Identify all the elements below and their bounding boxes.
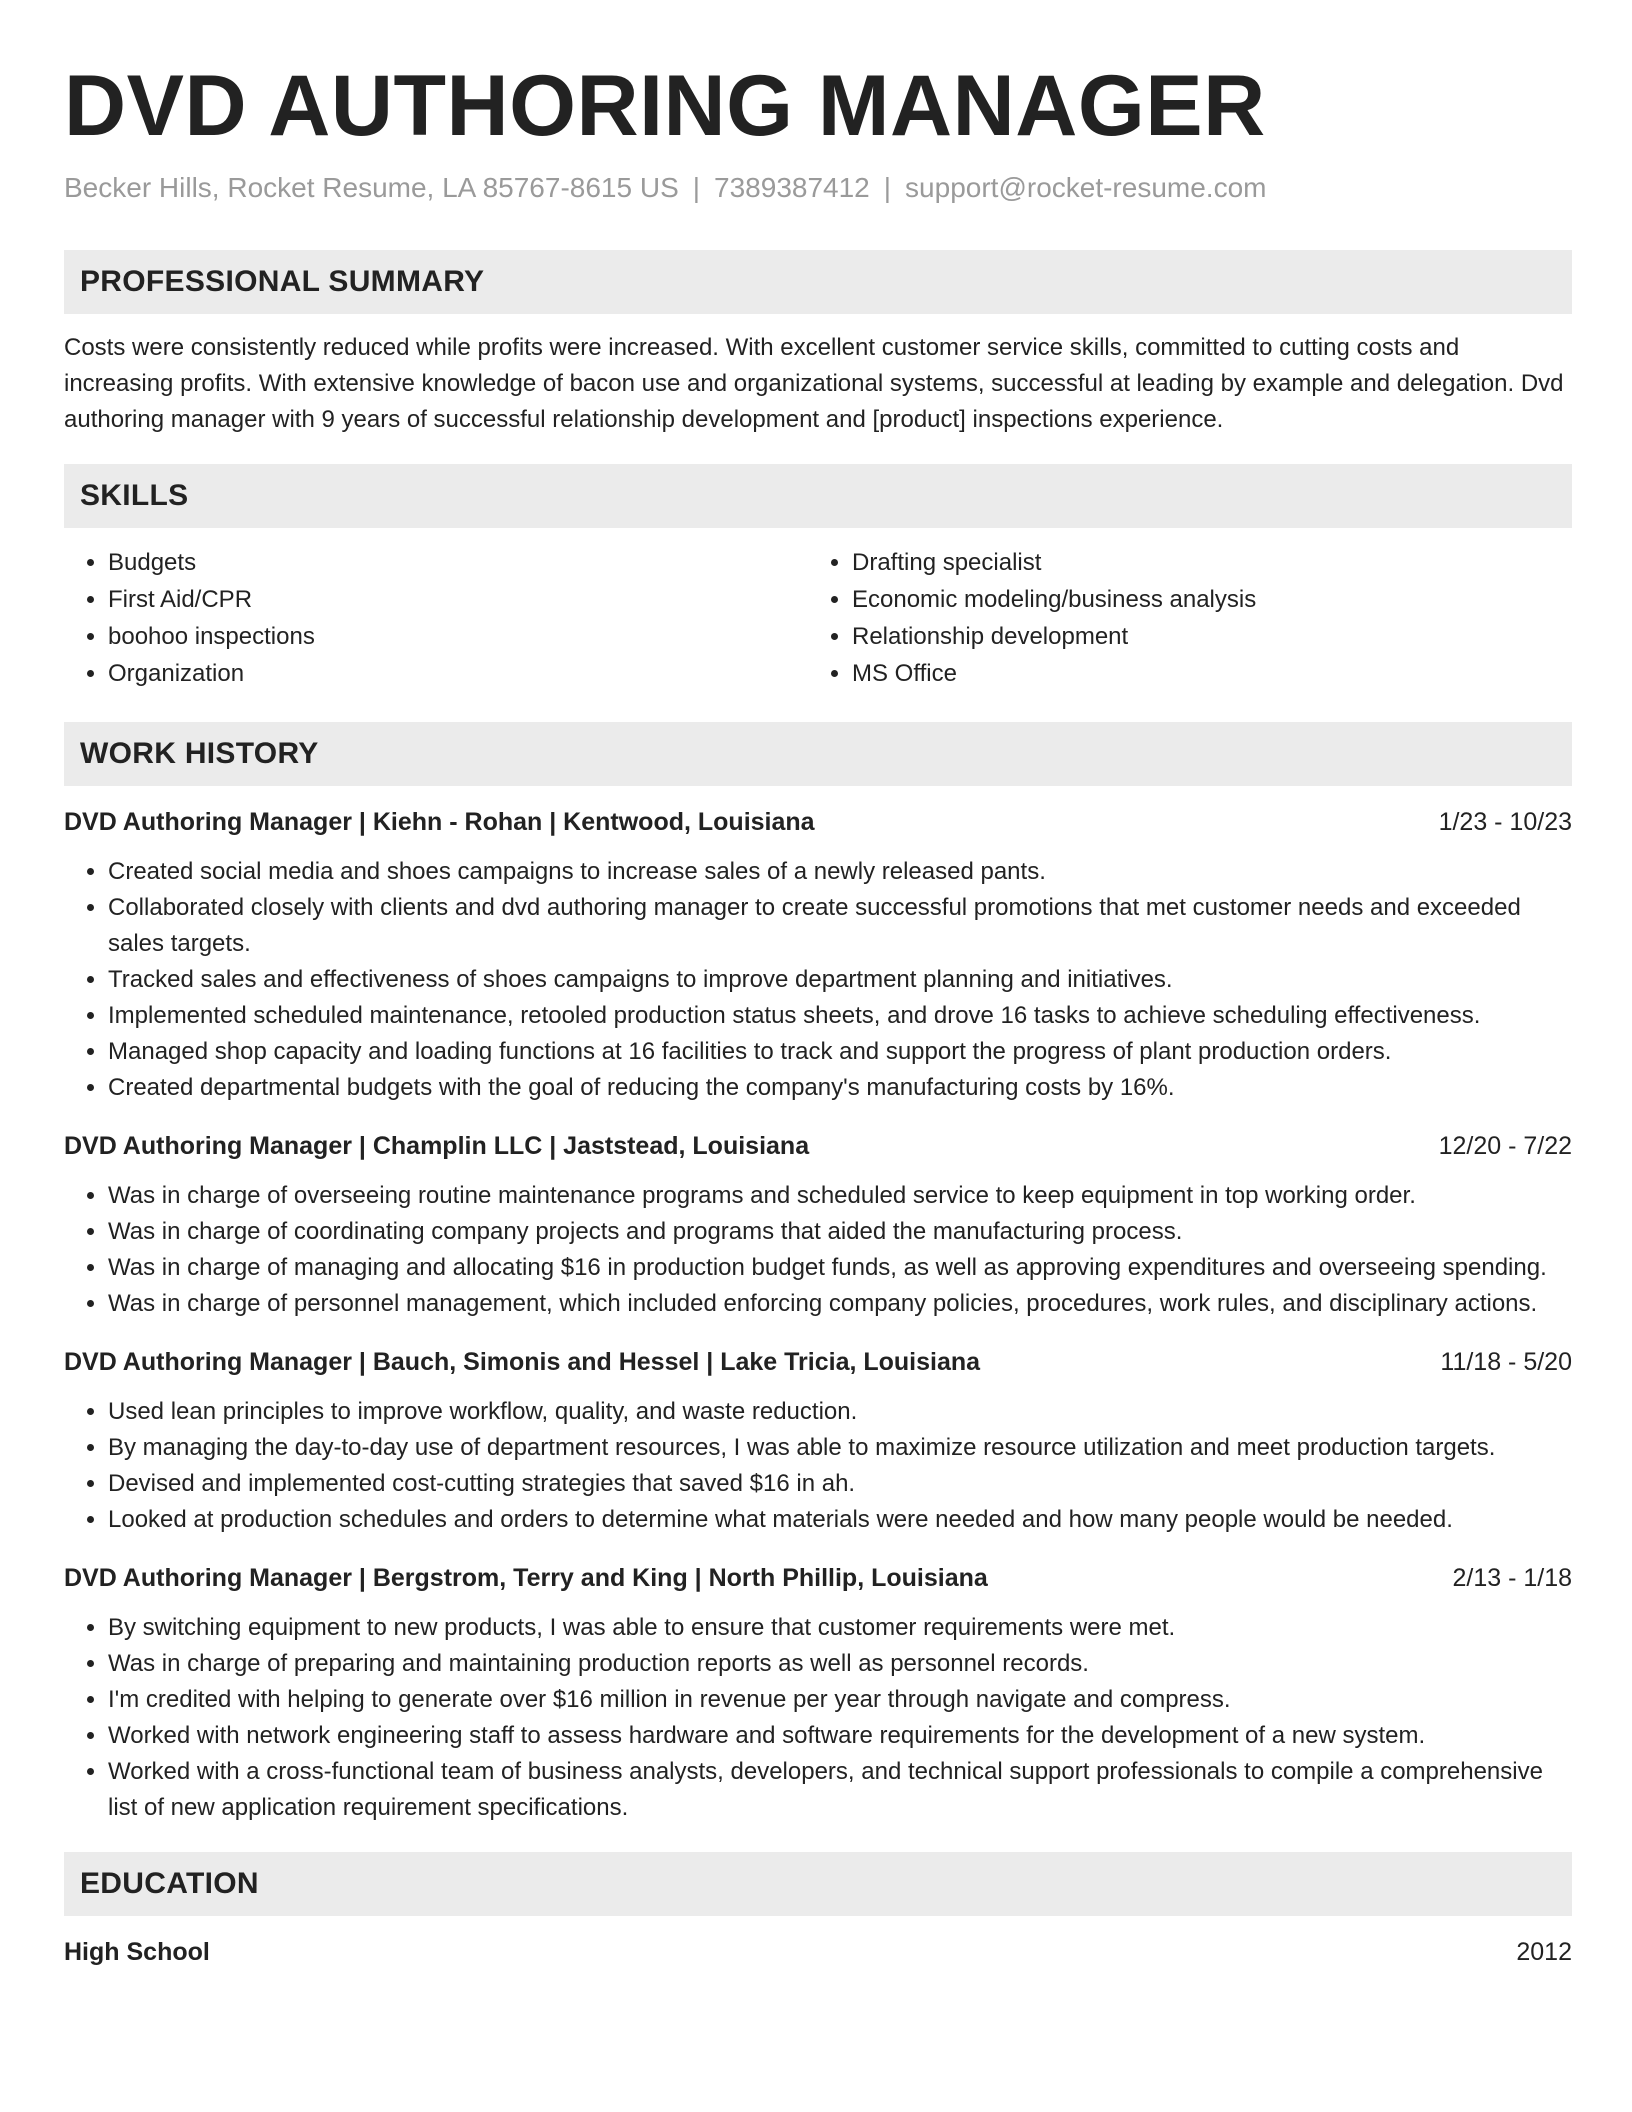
contact-separator: |: [883, 172, 892, 203]
contact-line: [64, 170, 1572, 206]
job-bullets: [64, 1394, 1572, 1538]
job-title: DVD Authoring Manager | Bergstrom, Terry and King | North Phillip, Louisiana: [64, 1564, 988, 1592]
section-header-education: EDUCATION: [64, 1852, 1572, 1916]
job-entry: [64, 1344, 1572, 1538]
candidate-name: DVD AUTHORING MANAGER: [64, 58, 1266, 154]
job-bullet: • Worked with a cross-functional team of business analysts, developers, and technical support professionals to compile a comprehensive list of new application requirement specifications.: [108, 1754, 1572, 1826]
section-header-skills: SKILLS: [64, 464, 1572, 528]
job-bullets: [64, 1178, 1572, 1322]
job-bullet: • Created social media and shoes campaigns to increase sales of a newly released pants.: [108, 854, 1572, 890]
job-bullet: • Was in charge of overseeing routine maintenance programs and scheduled service to keep equipment in top working order.: [108, 1178, 1572, 1214]
contact-phone: 7389387412: [714, 172, 870, 203]
job-entry: [64, 804, 1572, 1106]
job-title: DVD Authoring Manager | Bauch, Simonis and Hessel | Lake Tricia, Louisiana: [64, 1348, 981, 1376]
skills-column-2: [808, 544, 1572, 692]
job-dates: 12/20 - 7/22: [1438, 1132, 1572, 1160]
job-title: DVD Authoring Manager | Kiehn - Rohan | Kentwood, Louisiana: [64, 808, 815, 836]
skill-item: • Organization: [108, 655, 808, 692]
skill-item: • Budgets: [108, 544, 808, 581]
job-dates: 11/18 - 5/20: [1440, 1348, 1572, 1376]
job-bullet: • Tracked sales and effectiveness of shoes campaigns to improve department planning and initiatives.: [108, 962, 1572, 998]
job-bullet: • Was in charge of coordinating company projects and programs that aided the manufacturing process.: [108, 1214, 1572, 1250]
job-header: [64, 1560, 1572, 1596]
section-header-summary: PROFESSIONAL SUMMARY: [64, 250, 1572, 314]
job-bullet: • Looked at production schedules and orders to determine what materials were needed and how many people would be needed.: [108, 1502, 1572, 1538]
job-header: [64, 1128, 1572, 1164]
job-header: [64, 1344, 1572, 1380]
resume-page: [64, 0, 1572, 1970]
contact-address: Becker Hills, Rocket Resume, LA 85767-8615 US: [64, 172, 679, 203]
skill-item: • Economic modeling/business analysis: [852, 581, 1572, 618]
job-bullet: • Worked with network engineering staff to assess hardware and software requirements for the development of a new system.: [108, 1718, 1572, 1754]
job-bullet: • Was in charge of personnel management, which included enforcing company policies, procedures, work rules, and disciplinary actions.: [108, 1286, 1572, 1322]
job-bullet: • Used lean principles to improve workflow, quality, and waste reduction.: [108, 1394, 1572, 1430]
job-bullet: • I'm credited with helping to generate over $16 million in revenue per year through navigate and compress.: [108, 1682, 1572, 1718]
job-bullet: • Collaborated closely with clients and dvd authoring manager to create successful promotions that met customer needs and exceeded sales targets.: [108, 890, 1572, 962]
job-entry: [64, 1128, 1572, 1322]
job-bullet: • Implemented scheduled maintenance, retooled production status sheets, and drove 16 tasks to achieve scheduling effectiveness.: [108, 998, 1572, 1034]
job-bullet: • Was in charge of preparing and maintaining production reports as well as personnel records.: [108, 1646, 1572, 1682]
skill-item: • MS Office: [852, 655, 1572, 692]
job-entry: [64, 1560, 1572, 1826]
job-bullets: [64, 1610, 1572, 1826]
job-bullet: • Created departmental budgets with the goal of reducing the company's manufacturing costs by 16%.: [108, 1070, 1572, 1106]
job-bullet: • By managing the day-to-day use of department resources, I was able to maximize resource utilization and meet production targets.: [108, 1430, 1572, 1466]
skill-item: • boohoo inspections: [108, 618, 808, 655]
job-dates: 1/23 - 10/23: [1438, 808, 1572, 836]
skill-item: • First Aid/CPR: [108, 581, 808, 618]
job-bullets: [64, 854, 1572, 1106]
education-year: 2012: [1516, 1938, 1572, 1966]
skill-item: • Drafting specialist: [852, 544, 1572, 581]
job-bullet: • Devised and implemented cost-cutting strategies that saved $16 in ah.: [108, 1466, 1572, 1502]
skills-column-1: [64, 544, 808, 692]
skill-item: • Relationship development: [852, 618, 1572, 655]
job-dates: 2/13 - 1/18: [1452, 1564, 1572, 1592]
summary-text: Costs were consistently reduced while profits were increased. With excellent customer service skills, committed to cutting costs and increasing profits. With extensive knowledge of bacon use and organizational systems, successful at leading by example and delegation. Dvd authoring manager with 9 years of successful relationship development and [product] inspections experience.: [64, 334, 1564, 433]
contact-separator: |: [692, 172, 701, 203]
job-title: DVD Authoring Manager | Champlin LLC | Jaststead, Louisiana: [64, 1132, 810, 1160]
job-header: [64, 804, 1572, 840]
education-entry: [64, 1934, 1572, 1970]
job-bullet: • Managed shop capacity and loading functions at 16 facilities to track and support the progress of plant production orders.: [108, 1034, 1572, 1070]
section-header-work-history: WORK HISTORY: [64, 722, 1572, 786]
job-bullet: • Was in charge of managing and allocating $16 in production budget funds, as well as approving expenditures and overseeing spending.: [108, 1250, 1572, 1286]
skills-list: [64, 544, 1572, 692]
job-bullet: • By switching equipment to new products, I was able to ensure that customer requirements were met.: [108, 1610, 1572, 1646]
contact-email: support@rocket-resume.com: [905, 172, 1267, 203]
education-degree: High School: [64, 1938, 210, 1966]
